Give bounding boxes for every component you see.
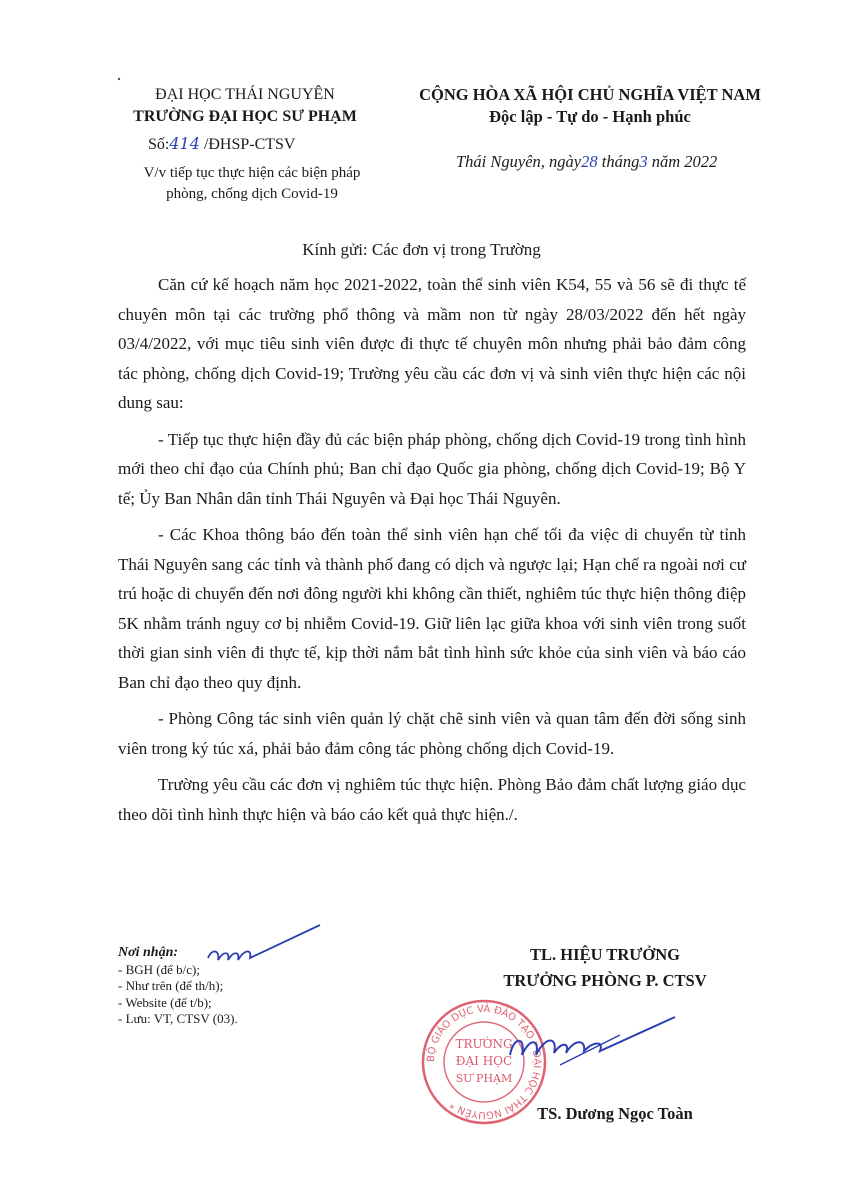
- number-handwritten: 414: [169, 134, 200, 153]
- paragraph-2: - Tiếp tục thực hiện đầy đủ các biện pháp phòng, chống dịch Covid-19 trong tình hình mới theo chỉ đạo của Chính phủ; Ban chỉ đạo Quốc gia phòng, chống dịch Covid-19; Bộ Y tế; Ủy Ban Nhân dân tỉnh Thái Nguyên và Đại học Thái Nguyên.: [118, 429, 746, 508]
- paragraph-5: Trường yêu cầu các đơn vị nghiêm túc thực hiện. Phòng Bảo đảm chất lượng giáo dục theo dõi tình hình thực hiện và báo cáo kết quả thực hiện./.: [118, 775, 746, 824]
- university-name: ĐẠI HỌC THÁI NGUYÊN: [155, 86, 335, 103]
- country-name: CỘNG HÒA XÃ HỘI CHỦ NGHĨA VIỆT NAM: [419, 85, 761, 104]
- signer-name: TS. Dương Ngọc Toàn: [537, 1104, 693, 1123]
- recipient-item: - BGH (để b/c);: [118, 961, 200, 977]
- seal-center-line-3: SƯ PHẠM: [455, 1072, 513, 1085]
- paragraph-4: - Phòng Công tác sinh viên quản lý chặt chẽ sinh viên và quan tâm đến đời sống sinh viên trong ký túc xá, phải bảo đảm công tác phòng chống dịch Covid-19.: [118, 709, 746, 758]
- number-prefix: Số:: [148, 136, 170, 153]
- greeting: Kính gửi: Các đơn vị trong Trường: [302, 240, 541, 259]
- document-number: [148, 134, 295, 154]
- recipient-item: - Lưu: VT, CTSV (03).: [118, 1011, 238, 1026]
- initials-signature: [180, 920, 330, 970]
- right-header: [390, 84, 790, 128]
- date-year: năm 2022: [647, 152, 718, 171]
- recipients-title: Nơi nhận:: [118, 945, 179, 960]
- seal-ring-text: BỘ GIÁO DỤC VÀ ĐÀO TẠO * ĐẠI HỌC THÁI NGUYÊN *: [425, 1003, 543, 1121]
- signature-line-2: TRƯỞNG PHÒNG P. CTSV: [503, 971, 707, 990]
- recipient-item: - Như trên (để th/h);: [118, 978, 224, 993]
- body-text: [118, 270, 746, 836]
- subject: [122, 163, 382, 205]
- handwritten-signature: [500, 995, 680, 1075]
- seal-center-line-1: TRƯỜNG: [455, 1037, 513, 1051]
- number-suffix: /ĐHSP-CTSV: [199, 136, 296, 153]
- date-month: 3: [639, 152, 648, 171]
- date-day: 28: [581, 152, 598, 171]
- paragraph-3: - Các Khoa thông báo đến toàn thể sinh viên hạn chế tối đa việc di chuyển từ tỉnh Thái Nguyên sang các tỉnh và thành phố đang có dịch và ngược lại; Hạn chế ra ngoài nơi cư trú hoặc di chuyển đến nơi đông người khi không cần thiết, nghiêm túc thực hiện thông điệp 5K nhằm tránh nguy cơ bị nhiễm Covid-19. Giữ liên lạc giữa khoa với sinh viên trong suốt thời gian sinh viên đi thực tế, kịp thời nắm bắt tình hình sức khỏe của sinh viên và báo cáo Ban chỉ đạo theo quy định.: [118, 525, 746, 692]
- recipient-item: - Website (để t/b);: [118, 994, 212, 1010]
- motto: Độc lập - Tự do - Hạnh phúc: [489, 107, 691, 126]
- subject-line-2: phòng, chống dịch Covid-19: [166, 186, 338, 202]
- signature-block: [470, 942, 740, 994]
- school-name: TRƯỜNG ĐẠI HỌC SƯ PHẠM: [133, 108, 357, 125]
- date-line: [456, 152, 717, 172]
- signature-line-1: TL. HIỆU TRƯỞNG: [530, 945, 680, 964]
- left-header: [110, 84, 380, 128]
- subject-line-1: V/v tiếp tục thực hiện các biện pháp: [143, 165, 361, 181]
- seal-center-line-2: ĐẠI HỌC: [455, 1054, 513, 1068]
- date-prefix: Thái Nguyên, ngày: [456, 152, 582, 171]
- paragraph-1: Căn cứ kế hoạch năm học 2021-2022, toàn thể sinh viên K54, 55 và 56 sẽ đi thực tế chuyên môn tại các trường phổ thông và mầm non từ ngày 28/03/2022 đến hết ngày 03/4/2022, với mục tiêu sinh viên được đi thực tế chuyên môn nhưng phải bảo đảm công tác phòng, chống dịch Covid-19; Trường yêu cầu các đơn vị và sinh viên thực hiện các nội dung sau:: [118, 275, 746, 412]
- date-month-label: tháng: [597, 152, 640, 171]
- scan-dot: [116, 76, 122, 82]
